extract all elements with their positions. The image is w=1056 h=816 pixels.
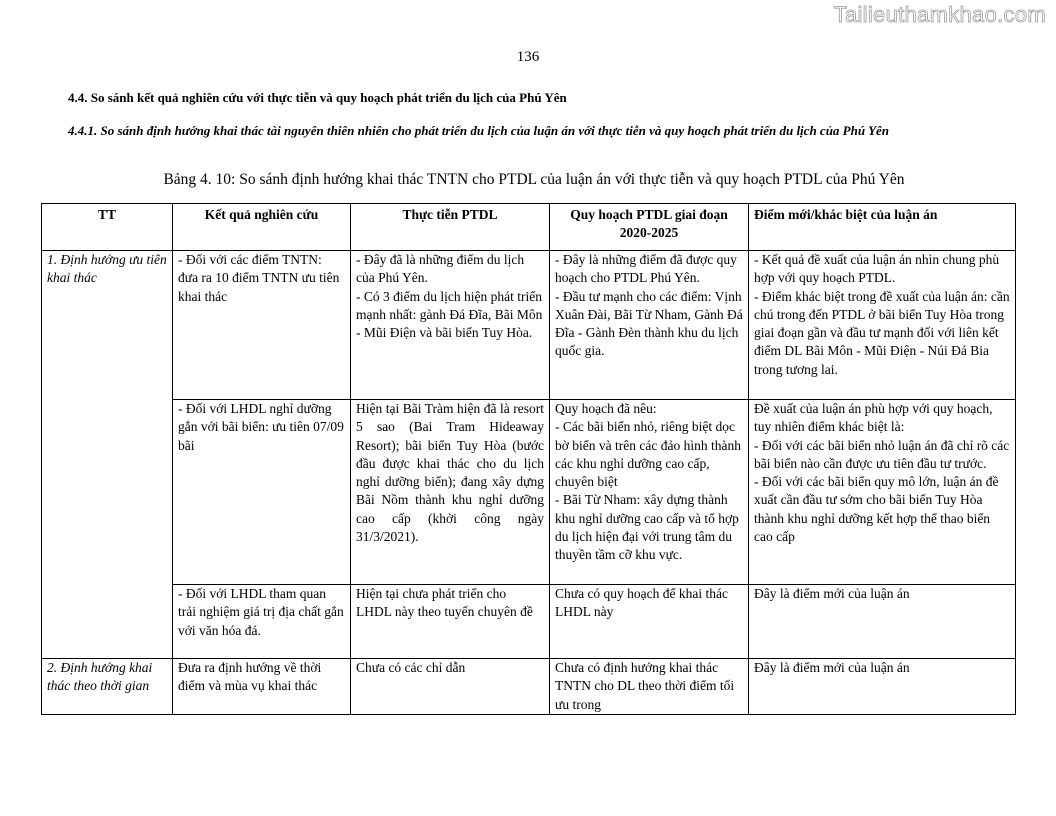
new-point-cell [749, 659, 1016, 715]
table-row [42, 400, 1016, 585]
table-header-row [42, 204, 1016, 251]
cell-line: - Điểm khác biệt trong đề xuất của luận án: cần chú trong đến PTDL ở bãi biển Tuy Hòa trong giai đoạn gần và đầu tư mạnh đối với liên kết điểm DL Bãi Môn - Mũi Điện - Núi Đá Bia trong tương lai. [754, 288, 1010, 377]
plan-cell [550, 659, 749, 715]
cell-line: - Các bãi biển nhỏ, riêng biệt dọc bờ biển và trên các đảo hình thành các khu nghỉ dưỡng cao cấp, chuyên biệt [555, 419, 741, 490]
group-label: 1. Định hướng ưu tiên khai thác [42, 251, 173, 659]
header-tt: TT [42, 204, 173, 251]
table-row [42, 659, 1016, 715]
cell-line: Hiện tại chưa phát triển cho LHDL này theo tuyến chuyên đề [356, 586, 533, 620]
cell-line: - Có 3 điểm du lịch hiện phát triển mạnh nhất: gành Đá Đĩa, Bãi Môn - Mũi Điện và bãi biển Tuy Hòa. [356, 288, 543, 341]
practice-cell [351, 585, 550, 659]
cell-line: Chưa có quy hoạch để khai thác LHDL này [555, 586, 729, 620]
cell-line: Hiện tại Bãi Tràm hiện đã là resort 5 sao (Bai Tram Hideaway Resort); bãi biển Tuy Hòa (bước đầu được khai thác cho du lịch nghỉ dưỡng biển); đang xây dựng Bãi Nồm thành khu nghỉ dưỡng cao cấp (khởi công ngày 31/3/2021). [356, 401, 544, 545]
cell-line: - Bãi Từ Nham: xây dựng thành khu nghỉ dưỡng cao cấp và tổ hợp du lịch hiện đại với trung tâm du thuyền tầm cỡ khu vực. [555, 492, 739, 563]
cell-line: - Đây đã là những điểm du lịch của Phú Yên. [356, 252, 525, 286]
result-cell: - Đối với LHDL tham quan trải nghiệm giá trị địa chất gắn với văn hóa đá. [173, 585, 351, 659]
header-new-points: Điểm mới/khác biệt của luận án [749, 204, 1016, 251]
cell-line: - Kết quả đề xuất của luận án nhìn chung phù hợp với quy hoạch PTDL. [754, 252, 1000, 286]
group-label: 2. Định hướng khai thác theo thời gian [42, 659, 173, 715]
table-row [42, 585, 1016, 659]
practice-cell [351, 659, 550, 715]
cell-line: - Đây là những điểm đã được quy hoạch cho PTDL Phú Yên. [555, 252, 737, 286]
cell-line: - Đầu tư mạnh cho các điểm: Vịnh Xuân Đài, Bãi Từ Nham, Gành Đá Đĩa - Gành Đèn thành khu du lịch quốc gia. [555, 288, 743, 359]
cell-line: Chưa có các chỉ dẫn [356, 660, 466, 675]
plan-cell [550, 400, 749, 585]
new-point-cell [749, 585, 1016, 659]
header-plan: Quy hoạch PTDL giai đoạn 2020-2025 [550, 204, 749, 251]
result-cell: - Đối với các điểm TNTN: đưa ra 10 điểm TNTN ưu tiên khai thác [173, 251, 351, 400]
plan-cell [550, 251, 749, 400]
table-row [42, 251, 1016, 400]
cell-line: Quy hoạch đã nêu: [555, 401, 657, 416]
watermark: Tailieuthamkhao.com [833, 2, 1046, 27]
plan-cell [550, 585, 749, 659]
new-point-cell [749, 251, 1016, 400]
page-number: 136 [516, 49, 540, 65]
new-point-cell [749, 400, 1016, 585]
table-caption: Bảng 4. 10: So sánh định hướng khai thác TNTN cho PTDL của luận án với thực tiễn và quy hoạch PTDL của Phú Yên [163, 171, 905, 188]
section-heading: 4.4. So sánh kết quả nghiên cứu với thực tiễn và quy hoạch phát triển du lịch của Phú Yên [68, 90, 567, 105]
subsection-heading: 4.4.1. So sánh định hướng khai thác tài nguyên thiên nhiên cho phát triển du lịch của luận án với thực tiễn và quy hoạch phát triển du lịch của Phú Yên [68, 123, 890, 138]
header-research-result: Kết quả nghiên cứu [173, 204, 351, 251]
comparison-table [41, 203, 1016, 715]
result-cell: Đưa ra định hướng về thời điểm và mùa vụ khai thác [173, 659, 351, 715]
header-practice: Thực tiễn PTDL [351, 204, 550, 251]
result-cell: - Đối với LHDL nghỉ dưỡng gắn với bãi biển: ưu tiên 07/09 bãi [173, 400, 351, 585]
cell-line: Chưa có định hướng khai thác TNTN cho DL theo thời điểm tối ưu trong [555, 660, 735, 712]
cell-line: Đây là điểm mới của luận án [754, 586, 910, 601]
cell-line: - Đối với các bãi biển nhỏ luận án đã chỉ rõ các bãi biển nào cần được ưu tiên đầu tư trước. [754, 437, 1010, 471]
practice-cell [351, 400, 550, 585]
practice-cell [351, 251, 550, 400]
cell-line: Đây là điểm mới của luận án [754, 660, 910, 675]
cell-line: - Đối với các bãi biển quy mô lớn, luận án đề xuất cần đầu tư sớm cho bãi biển Tuy Hòa thành khu nghỉ dưỡng kết hợp thể thao biển cao cấp [754, 474, 999, 545]
cell-line: Đề xuất của luận án phù hợp với quy hoạch, tuy nhiên điểm khác biệt là: [754, 401, 993, 435]
